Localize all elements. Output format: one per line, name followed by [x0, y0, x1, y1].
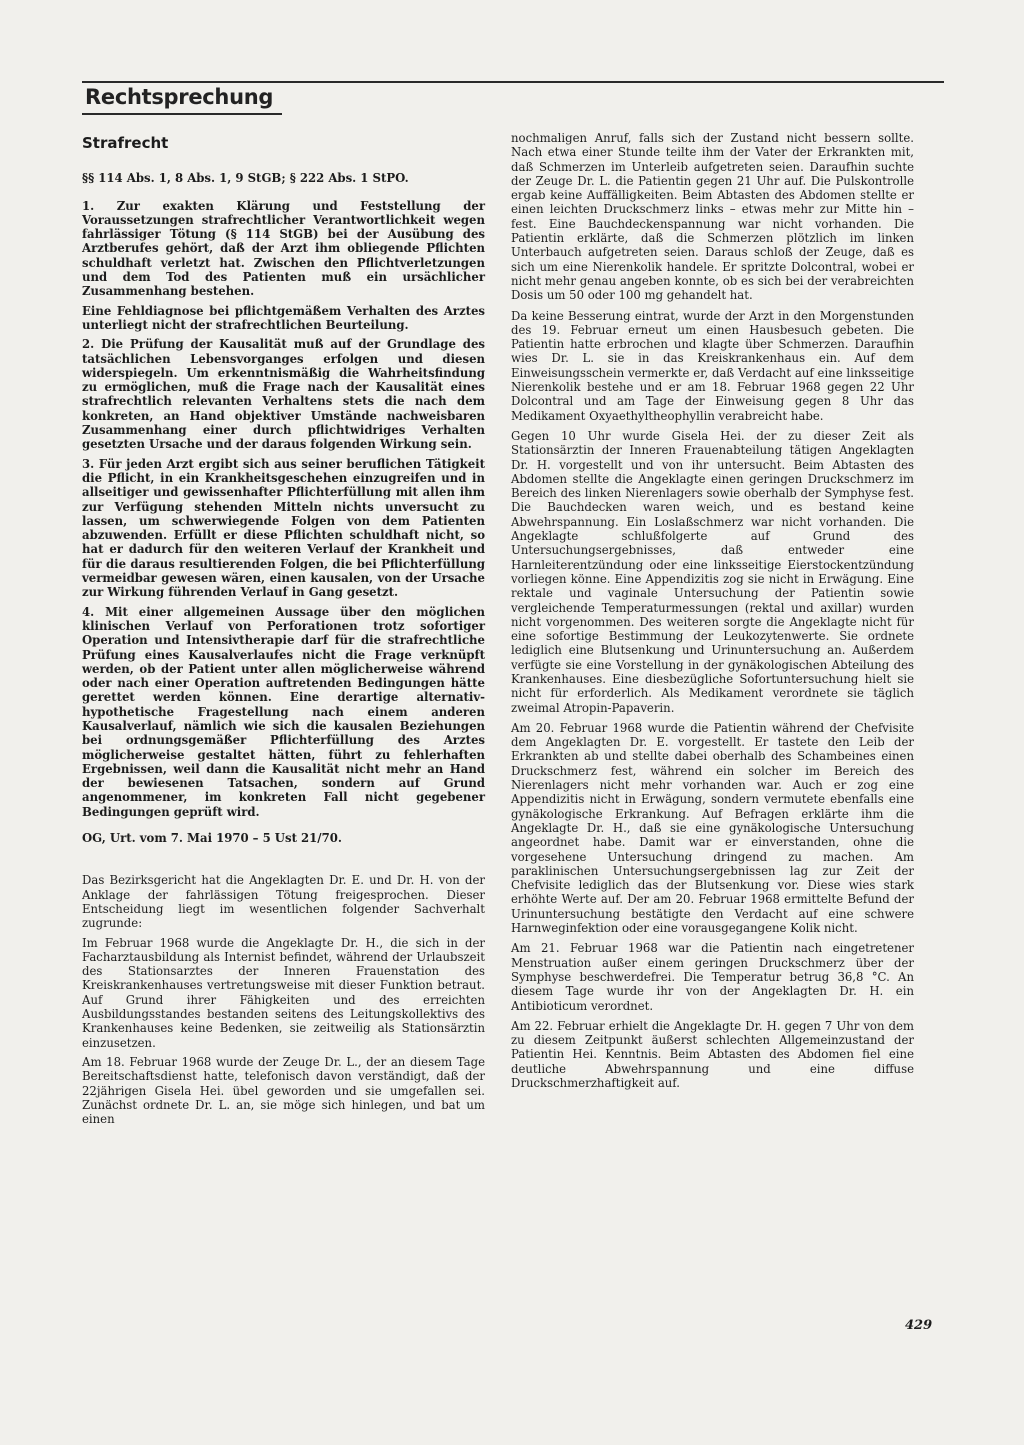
body-paragraph: Am 22. Februar erhielt die Angeklagte Dr. H. gegen 7 Uhr von dem zu diesem Zeitpunkt äußerst schlechten Allgemeinzustand der Patientin Hei. Kenntnis. Beim Abtasten des Abdomen fiel eine deutliche Abwehrspannung und eine diffuse Druckschmerzhaftigkeit auf. — [511, 1018, 914, 1090]
body-paragraph: Gegen 10 Uhr wurde Gisela Hei. der zu dieser Zeit als Stationsärztin der Inneren Frauenabteilung tätigen Angeklagten Dr. H. vorgestellt und von ihr untersucht. Beim Abtasten des Abdomen stellte die Angeklagte einen geringen Druckschmerz im Bereich des linken Nierenlagers sowie oberhalb der Symphyse fest. Die Bauchdecken waren weich, und es bestand keine Abwehrspannung. Ein Loslaßschmerz war nicht vorhanden. Die Angeklagte schlußfolgerte auf Grund des Untersuchungsergebnisses, daß entweder eine Harnleiterentzündung oder eine linksseitige Eierstockentzündung vorliegen könne. Eine Appendizitis zog sie nicht in Erwägung. Eine rektale und vaginale Untersuchung der Patientin sowie vergleichende Temperaturmessungen (rektal und axillar) wurden nicht vorgenommen. Des weiteren sorgte die Angeklagte nicht für eine sofortige Bestimmung der Leukozytenwerte. Sie ordnete lediglich eine Blutsenkung und Urinuntersuchung an. Außerdem verfügte sie eine Vorstellung in der gynäkologischen Abteilung des Krankenhauses. Eine diesbezügliche Sofortuntersuchung hielt sie nicht für erforderlich. Als Medikament verordnete sie täglich zweimal Atropin-Papaverin. — [511, 428, 914, 715]
section-title: Strafrecht — [82, 134, 169, 152]
leitsatz-4: 4. Mit einer allgemeinen Aussage über den möglichen klinischen Verlauf von Perforationen trotz sofortiger Operation und Intensivtherapie darf für die strafrechtliche Prüfung eines Kausalverlaufes nicht die Frage verknüpft werden, ob der Patient unter allen möglicherweise während oder nach einer Operation auftretenden Bedingungen hätte gerettet werden können. Eine derartige alternativ-hypothetische Fragestellung nach einem anderen Kausalverlauf, nämlich wie sich die kausalen Beziehungen bei ordnungsgemäßer Pflichterfüllung des Arztes möglicherweise gestaltet hätten, führt zu fehlerhaften Ergebnissen, weil dann die Kausalität nicht mehr an Hand der bewiesenen Tatsachen, sondern auf Grund angenommener, im konkreten Fall nicht gegebener Bedingungen geprüft wird. — [82, 604, 485, 819]
page-number: 429 — [905, 1318, 933, 1333]
leitsatz-3: 3. Für jeden Arzt ergibt sich aus seiner beruflichen Tätigkeit die Pflicht, in ein Krankheitsgeschehen einzugreifen und in allseitiger und gewissenhafter Pflichterfüllung mit allen ihm zur Verfügung stehenden Mitteln nichts unversucht zu lassen, um schwerwiegende Folgen von dem Patienten abzuwenden. Erfüllt er diese Pflichten schuldhaft nicht, so hat er dadurch für den weiteren Verlauf der Krankheit und für die daraus resultierenden Folgen, die bei Pflichterfüllung vermeidbar gewesen wären, einen kausalen, von der Ursache zur Wirkung führenden Verlauf in Gang gesetzt. — [82, 456, 485, 600]
left-column — [82, 130, 485, 1131]
body-paragraph: nochmaligen Anruf, falls sich der Zustand nicht bessern sollte. Nach etwa einer Stunde teilte ihm der Vater der Erkrankten mit, daß Schmerzen im Unterleib aufgetreten seien. Daraufhin suchte der Zeuge Dr. L. die Patientin gegen 21 Uhr auf. Die Pulskontrolle ergab keine Auffälligkeiten. Beim Abtasten des Abdomen stellte er einen leichten Druckschmerz links – etwas mehr zur Mitte hin – fest. Eine Bauchdeckenspannung war nicht vorhanden. Die Patientin erklärte, daß die Schmerzen plötzlich im linken Unterbauch aufgetreten seien. Daraus schloß der Zeuge, daß es sich um eine Nierenkolik handele. Er spritzte Dolcontral, wobei er nicht mehr genau angeben konnte, ob es sich bei der verabreichten Dosis um 50 oder 100 mg gehandelt hat. — [511, 131, 914, 303]
body-paragraph: Das Bezirksgericht hat die Angeklagten Dr. E. und Dr. H. von der Anklage der fahrlässigen Tötung freigesprochen. Dieser Entscheidung liegt im wesentlichen folgender Sachverhalt zugrunde: — [82, 873, 485, 931]
court-citation: OG, Urt. vom 7. Mai 1970 – 5 Ust 21/70. — [82, 831, 342, 846]
body-paragraph: Im Februar 1968 wurde die Angeklagte Dr. H., die sich in der Facharztausbildung als Internist befindet, während der Urlaubszeit des Stationsarztes der Inneren Frauenstation des Kreiskrankenhauses vertretungsweise mit dieser Funktion betraut. Auf Grund ihrer Fähigkeiten und des erreichten Ausbildungsstandes bestanden seitens des Leitungskollektivs des Krankenhauses keine Bedenken, sie zeitweilig als Stationsärztin einzusetzen. — [82, 935, 485, 1050]
body-paragraph: Da keine Besserung eintrat, wurde der Arzt in den Morgenstunden des 19. Februar erneut um einen Hausbesuch gebeten. Die Patientin hatte erbrochen und klagte über Schmerzen. Daraufhin wies Dr. L. sie in das Kreiskrankenhaus ein. Auf dem Einweisungsschein vermerkte er, daß Verdacht auf eine linksseitige Nierenkolik bestehe und er am 18. Februar 1968 gegen 22 Uhr Dolcontral und am Tage der Einweisung gegen 8 Uhr das Medikament Oxyaethyltheophyllin verabreicht habe. — [511, 308, 914, 423]
leitsatz-1: 1. Zur exakten Klärung und Feststellung der Voraussetzungen strafrechtlicher Verantwortlichkeit wegen fahrlässiger Tötung (§ 114 StGB) bei der Ausübung des Arztberufes gehört, daß der Arzt ihm obliegende Pflichten schuldhaft verletzt hat. Zwischen den Pflichtverletzungen und dem Tod des Patienten muß ein ursächlicher Zusammenhang bestehen. — [82, 198, 485, 299]
leitsatz-2: 2. Die Prüfung der Kausalität muß auf der Grundlage des tatsächlichen Lebensvorganges erfolgen und diesen widerspiegeln. Um erkenntnismäßig die Wahrheitsfindung zu ermöglichen, muß die Frage nach der Kausalität eines strafrechtlich relevanten Verhaltens stets die nach dem konkreten, an Hand objektiver Umstände nachweisbaren Zusammenhang einer durch pflichtwidriges Verhalten gesetzten Ursache und der daraus folgenden Wirkung sein. — [82, 337, 485, 452]
leitsatz-1b: Eine Fehldiagnose bei pflichtgemäßem Verhalten des Arztes unterliegt nicht der strafrechtlichen Beurteilung. — [82, 303, 485, 332]
title-underline — [82, 113, 282, 115]
right-column — [511, 131, 914, 1096]
header-rule — [82, 81, 944, 83]
body-paragraph: Am 18. Februar 1968 wurde der Zeuge Dr. L., der an diesem Tage Bereitschaftsdienst hatte, telefonisch davon verständigt, daß der 22jährigen Gisela Hei. übel geworden und sie umgefallen sei. Zunächst ordnete Dr. L. an, sie möge sich hinlegen, und bat um einen — [82, 1054, 485, 1127]
page-title: Rechtsprechung — [85, 85, 274, 109]
body-paragraph: Am 21. Februar 1968 war die Patientin nach eingetretener Menstruation außer einem geringen Druckschmerz über der Symphyse beschwerdefrei. Die Temperatur betrug 36,8 °C. An diesem Tage wurde ihr von der Angeklagten Dr. H. ein Antibioticum verordnet. — [511, 941, 914, 1013]
body-paragraph: Am 20. Februar 1968 wurde die Patientin während der Chefvisite dem Angeklagten Dr. E. vorgestellt. Er tastete den Leib der Erkrankten ab und stellte dabei oberhalb des Schambeines einen Druckschmerz fest, während ein solcher im Bereich des Nierenlagers nicht mehr vorhanden war. Auch er zog eine Appendizitis nicht in Erwägung, sondern vermutete ebenfalls eine gynäkologische Erkrankung. Auf Befragen erklärte ihm die Angeklagte Dr. H., daß sie eine gynäkologische Untersuchung angeordnet habe. Damit war er einverstanden, ohne die vorgesehene Untersuchung dringend zu machen. Am paraklinischen Untersuchungsergebnissen lag zur Zeit der Chefvisite lediglich das der Blutsenkung vor. Diese wies stark erhöhte Werte auf. Der am 20. Februar 1968 ermittelte Befund der Urinuntersuchung bestätigte den Verdacht auf eine schwere Harnweginfektion oder eine vorausgegangene Kolik nicht. — [511, 720, 914, 936]
law-reference: §§ 114 Abs. 1, 8 Abs. 1, 9 StGB; § 222 Abs. 1 StPO. — [82, 171, 409, 186]
